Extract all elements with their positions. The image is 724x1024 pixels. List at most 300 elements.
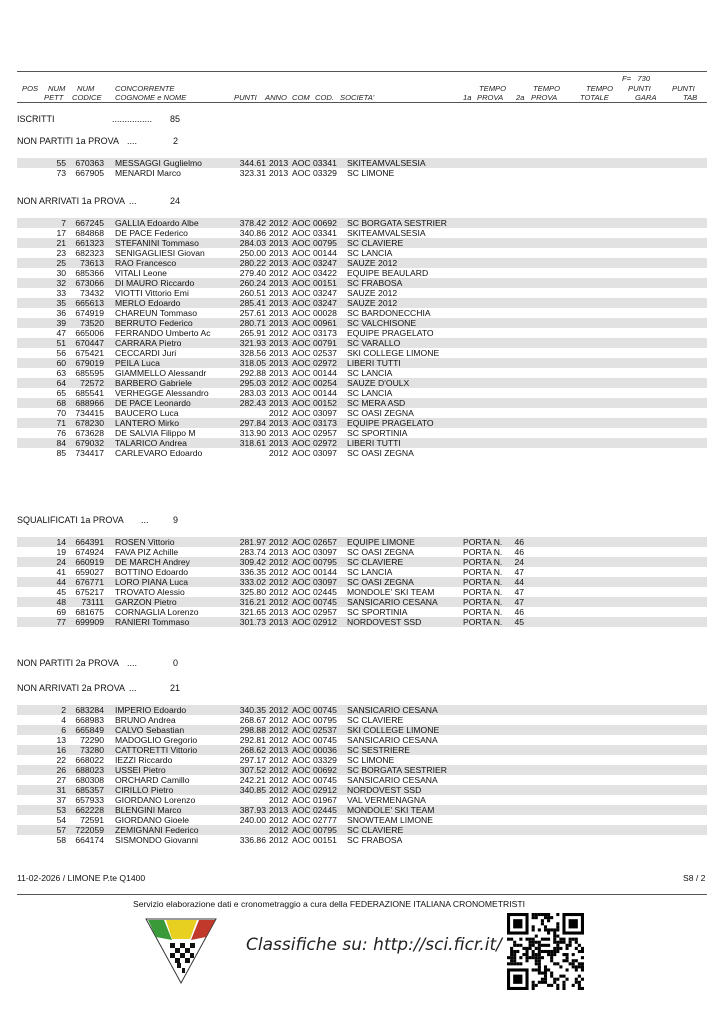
dsq-note: PORTA N.: [463, 587, 503, 597]
club-name: SKITEAMVALSESIA: [347, 228, 426, 238]
competitor-name: LANTERO Mirko: [115, 418, 179, 428]
committee: AOC: [292, 745, 311, 755]
fisi-code: 685595: [75, 368, 104, 378]
competitor-name: CARLEVARO Edoardo: [115, 448, 203, 458]
bib-number: 58: [56, 835, 66, 845]
birth-year: 2013: [269, 278, 289, 288]
club-name: EQUIPE LIMONE: [347, 537, 415, 547]
col-tempo2-prova: PROVA: [531, 93, 558, 102]
committee: AOC: [292, 567, 311, 577]
club-code: 00692: [313, 218, 337, 228]
points: 242.21: [239, 775, 266, 785]
committee: AOC: [292, 537, 311, 547]
birth-year: 2013: [269, 358, 289, 368]
committee: AOC: [292, 278, 311, 288]
committee: AOC: [292, 577, 311, 587]
committee: AOC: [292, 805, 311, 815]
committee: AOC: [292, 825, 311, 835]
bib-number: 64: [56, 378, 66, 388]
table-row[interactable]: [0, 418, 724, 428]
committee: AOC: [292, 438, 311, 448]
section-heading: [17, 658, 179, 668]
birth-year: 2012: [269, 775, 289, 785]
footer-date-place: 11-02-2026 / LIMONE P.te Q1400: [17, 873, 146, 883]
birth-year: 2013: [269, 238, 289, 248]
committee: AOC: [292, 328, 311, 338]
table-row[interactable]: [0, 745, 724, 755]
points: 240.00: [239, 815, 266, 825]
table-row[interactable]: [0, 715, 724, 725]
points: 268.67: [239, 715, 266, 725]
fisi-code: 679032: [75, 438, 104, 448]
competitor-name: BERRUTO Federico: [115, 318, 193, 328]
section-dots: ....: [127, 136, 138, 146]
points: 260.24: [239, 278, 266, 288]
birth-year: 2012: [269, 567, 289, 577]
table-row[interactable]: [0, 358, 724, 368]
table-row[interactable]: [0, 795, 724, 805]
club-code: 00152: [313, 398, 337, 408]
committee: AOC: [292, 248, 311, 258]
points: 292.81: [239, 735, 266, 745]
club-code: 02537: [313, 725, 337, 735]
birth-year: 2013: [269, 547, 289, 557]
birth-year: 2012: [269, 735, 289, 745]
points: 387.93: [239, 805, 266, 815]
birth-year: 2012: [269, 725, 289, 735]
club-name: SC BORGATA SESTRIER: [347, 765, 447, 775]
bib-number: 23: [56, 248, 66, 258]
birth-year: 2012: [269, 705, 289, 715]
col-num-pett-2: PETT: [44, 93, 64, 102]
points: 378.42: [239, 218, 266, 228]
birth-year: 2013: [269, 398, 289, 408]
points: 280.22: [239, 258, 266, 268]
club-name: SC LIMONE: [347, 168, 395, 178]
table-row[interactable]: [0, 328, 724, 338]
birth-year: 2012: [269, 537, 289, 547]
dsq-note: PORTA N.: [463, 617, 503, 627]
table-row[interactable]: [0, 448, 724, 458]
club-name: SC BARDONECCHIA: [347, 308, 431, 318]
committee: AOC: [292, 388, 311, 398]
col-num-codice: NUM: [77, 84, 95, 93]
section-label: NON PARTITI 2a PROVA: [17, 658, 120, 668]
competitor-name: RAO Francesco: [115, 258, 177, 268]
committee: AOC: [292, 158, 311, 168]
club-code: 03341: [313, 158, 337, 168]
table-row[interactable]: [0, 775, 724, 785]
table-row[interactable]: [0, 238, 724, 248]
bib-number: 4: [61, 715, 66, 725]
iscritti-dots: ................: [112, 114, 153, 124]
bib-number: 51: [56, 338, 66, 348]
competitor-name: IEZZI Riccardo: [115, 755, 173, 765]
birth-year: 2013: [269, 368, 289, 378]
club-name: SC CLAVIERE: [347, 825, 404, 835]
club-name: SAUZE 2012: [347, 298, 398, 308]
bib-number: 65: [56, 388, 66, 398]
fisi-code: 667905: [75, 168, 104, 178]
table-row[interactable]: [0, 248, 724, 258]
club-code: 03097: [313, 448, 337, 458]
points: 297.17: [239, 755, 266, 765]
table-row[interactable]: [0, 338, 724, 348]
bib-number: 24: [56, 557, 66, 567]
club-code: 03097: [313, 408, 337, 418]
club-code: 03247: [313, 288, 337, 298]
col-tempo1-a: 1a: [463, 93, 472, 102]
points: 323.31: [239, 168, 266, 178]
club-name: SC SPORTINIA: [347, 607, 408, 617]
birth-year: 2012: [269, 715, 289, 725]
gate-number: 46: [514, 607, 524, 617]
club-name: SAUZE 2012: [347, 258, 398, 268]
fisi-code: 670363: [75, 158, 104, 168]
birth-year: 2013: [269, 338, 289, 348]
club-name: SC LIMONE: [347, 755, 395, 765]
committee: AOC: [292, 168, 311, 178]
birth-year: 2012: [269, 825, 289, 835]
table-row[interactable]: [0, 168, 724, 178]
club-code: 03097: [313, 577, 337, 587]
footer-page: S8 / 2: [683, 873, 706, 883]
table-row[interactable]: [0, 825, 724, 835]
committee: AOC: [292, 288, 311, 298]
iscritti-label: ISCRITTI: [17, 114, 55, 124]
table-row[interactable]: [0, 428, 724, 438]
competitor-name: FERRANDO Umberto Ac: [115, 328, 211, 338]
points: 283.03: [239, 388, 266, 398]
table-row[interactable]: [0, 835, 724, 845]
footer-rule: [17, 894, 707, 895]
table-row[interactable]: [0, 378, 724, 388]
club-name: SC VARALLO: [347, 338, 401, 348]
gate-number: 46: [514, 547, 524, 557]
points: 336.35: [239, 567, 266, 577]
col-cognome-nome: COGNOME e NOME: [115, 93, 187, 102]
points: 321.93: [239, 338, 266, 348]
club-code: 00795: [313, 238, 337, 248]
table-row[interactable]: [0, 587, 724, 597]
club-name: SKI COLLEGE LIMONE: [347, 348, 440, 358]
club-code: 00151: [313, 835, 337, 845]
bib-number: 77: [56, 617, 66, 627]
club-name: LIBERI TUTTI: [347, 358, 401, 368]
points: 257.61: [239, 308, 266, 318]
table-row[interactable]: [0, 725, 724, 735]
competitor-name: DI MAURO Riccardo: [115, 278, 195, 288]
competitor-name: SISMONDO Giovanni: [115, 835, 199, 845]
table-row[interactable]: [0, 298, 724, 308]
table-row[interactable]: [0, 755, 724, 765]
club-name: SANSICARIO CESANA: [347, 735, 438, 745]
bib-number: 63: [56, 368, 66, 378]
section-count: 21: [170, 683, 181, 693]
birth-year: 2012: [269, 815, 289, 825]
club-name: SKITEAMVALSESIA: [347, 158, 426, 168]
fisi-code: 683284: [75, 705, 104, 715]
fisi-code: 685366: [75, 268, 104, 278]
club-code: 02912: [313, 785, 337, 795]
table-row[interactable]: [0, 268, 724, 278]
club-name: SC OASI ZEGNA: [347, 577, 414, 587]
bib-number: 68: [56, 398, 66, 408]
points: 280.71: [239, 318, 266, 328]
table-row[interactable]: [0, 547, 724, 557]
bib-number: 36: [56, 308, 66, 318]
fisi-code: 684868: [75, 228, 104, 238]
club-name: SC VALCHISONE: [347, 318, 417, 328]
col-concorrente: CONCORRENTE: [115, 84, 175, 93]
bib-number: 48: [56, 597, 66, 607]
points: 313.90: [239, 428, 266, 438]
fisi-code: 685357: [75, 785, 104, 795]
points: 268.62: [239, 745, 266, 755]
table-row[interactable]: [0, 597, 724, 607]
bib-number: 19: [56, 547, 66, 557]
table-row[interactable]: [0, 288, 724, 298]
birth-year: 2013: [269, 348, 289, 358]
club-code: 02957: [313, 428, 337, 438]
section-dots: ...: [141, 515, 149, 525]
bib-number: 35: [56, 298, 66, 308]
birth-year: 2013: [269, 168, 289, 178]
club-name: SANSICARIO CESANA: [347, 597, 438, 607]
table-row[interactable]: [0, 765, 724, 775]
table-row[interactable]: [0, 368, 724, 378]
club-code: 00745: [313, 735, 337, 745]
points: 340.86: [239, 228, 266, 238]
committee: AOC: [292, 318, 311, 328]
table-row[interactable]: [0, 218, 724, 228]
birth-year: 2012: [269, 597, 289, 607]
table-row[interactable]: [0, 607, 724, 617]
committee: AOC: [292, 735, 311, 745]
competitor-name: GIORDANO Gioele: [115, 815, 190, 825]
club-code: 00795: [313, 825, 337, 835]
col-num-codice-2: CODICE: [72, 93, 102, 102]
fisi-code: 734417: [75, 448, 104, 458]
committee: AOC: [292, 785, 311, 795]
birth-year: 2012: [269, 755, 289, 765]
bib-number: 30: [56, 268, 66, 278]
header-rule: [17, 102, 707, 103]
club-name: SKI COLLEGE LIMONE: [347, 725, 440, 735]
club-code: 00692: [313, 765, 337, 775]
table-row[interactable]: [0, 577, 724, 587]
competitor-name: STEFANINI Tommaso: [115, 238, 199, 248]
table-row[interactable]: [0, 705, 724, 715]
committee: AOC: [292, 298, 311, 308]
committee: AOC: [292, 428, 311, 438]
club-code: 02972: [313, 438, 337, 448]
committee: AOC: [292, 268, 311, 278]
club-code: 03329: [313, 755, 337, 765]
competitor-name: PEILA Luca: [115, 358, 160, 368]
committee: AOC: [292, 238, 311, 248]
club-name: SANSICARIO CESANA: [347, 775, 438, 785]
competitor-name: CIRILLO Pietro: [115, 785, 174, 795]
points: 295.03: [239, 378, 266, 388]
club-code: 00745: [313, 705, 337, 715]
points: 282.43: [239, 398, 266, 408]
fisi-code: 676771: [75, 577, 104, 587]
club-name: SC CLAVIERE: [347, 715, 404, 725]
club-code: 00144: [313, 567, 337, 577]
birth-year: 2013: [269, 805, 289, 815]
section-label: NON PARTITI 1a PROVA: [17, 136, 120, 146]
table-row[interactable]: [0, 735, 724, 745]
table-row[interactable]: [0, 805, 724, 815]
section-count: 24: [170, 196, 181, 206]
top-rule: [17, 71, 707, 72]
section-heading: [17, 196, 181, 206]
fisi-code: 734415: [75, 408, 104, 418]
table-row[interactable]: [0, 318, 724, 328]
qr-code-icon[interactable]: [507, 913, 584, 990]
table-row[interactable]: [0, 348, 724, 358]
birth-year: 2012: [269, 448, 289, 458]
gate-number: 47: [514, 587, 524, 597]
competitor-name: CALVO Sebastian: [115, 725, 185, 735]
table-row[interactable]: [0, 408, 724, 418]
birth-year: 2012: [269, 228, 289, 238]
points: 283.74: [239, 547, 266, 557]
fisi-code: 688023: [75, 765, 104, 775]
competitor-name: ORCHARD Camillo: [115, 775, 190, 785]
bib-number: 21: [56, 238, 66, 248]
club-name: EQUIPE BEAULARD: [347, 268, 429, 278]
gate-number: 44: [514, 577, 524, 587]
club-code: 03422: [313, 268, 337, 278]
section-heading: [17, 515, 179, 525]
col-cod: COD.: [315, 93, 334, 102]
points: 260.51: [239, 288, 266, 298]
club-code: 01967: [313, 795, 337, 805]
club-name: SC LANCIA: [347, 567, 393, 577]
fisi-code: 679019: [75, 358, 104, 368]
club-name: SC FRABOSA: [347, 835, 403, 845]
points: 340.35: [239, 705, 266, 715]
competitor-name: BOTTINO Edoardo: [115, 567, 189, 577]
section-dots: ...: [129, 683, 137, 693]
table-row[interactable]: [0, 567, 724, 577]
bib-number: 17: [56, 228, 66, 238]
points: 265.91: [239, 328, 266, 338]
fisi-code: 722059: [75, 825, 104, 835]
club-name: SC OASI ZEGNA: [347, 547, 414, 557]
bib-number: 37: [56, 795, 66, 805]
points: 340.85: [239, 785, 266, 795]
club-name: SC SESTRIERE: [347, 745, 411, 755]
fisi-code: 73432: [80, 288, 104, 298]
bib-number: 39: [56, 318, 66, 328]
table-row[interactable]: [0, 278, 724, 288]
points: 297.84: [239, 418, 266, 428]
competitor-name: ZEMIGNANI Federico: [115, 825, 199, 835]
club-code: 00151: [313, 278, 337, 288]
table-row[interactable]: [0, 557, 724, 567]
club-name: EQUIPE PRAGELATO: [347, 328, 434, 338]
classifiche-link[interactable]: Classifiche su: http://sci.ficr.it/: [246, 935, 502, 955]
points: 292.88: [239, 368, 266, 378]
fisi-code: 667245: [75, 218, 104, 228]
committee: AOC: [292, 308, 311, 318]
competitor-name: IMPERIO Edoardo: [115, 705, 187, 715]
club-code: 03329: [313, 168, 337, 178]
dsq-note: PORTA N.: [463, 597, 503, 607]
competitor-name: DE PACE Federico: [115, 228, 188, 238]
fisi-code: 682323: [75, 248, 104, 258]
fisi-code: 73111: [81, 597, 104, 607]
birth-year: 2012: [269, 328, 289, 338]
bib-number: 47: [56, 328, 66, 338]
section-count: 2: [173, 136, 179, 146]
fisi-code: 665006: [75, 328, 104, 338]
club-code: 00745: [313, 775, 337, 785]
competitor-name: DE SALVIA Filippo M: [115, 428, 196, 438]
fisi-code: 664174: [75, 835, 104, 845]
club-code: 03341: [313, 228, 337, 238]
bib-number: 45: [56, 587, 66, 597]
table-row[interactable]: [0, 308, 724, 318]
table-row[interactable]: [0, 617, 724, 627]
table-row[interactable]: [0, 228, 724, 238]
table-row[interactable]: [0, 438, 724, 448]
club-code: 00144: [313, 248, 337, 258]
fisi-code: 685541: [75, 388, 104, 398]
club-code: 00795: [313, 557, 337, 567]
table-row[interactable]: [0, 815, 724, 825]
committee: AOC: [292, 715, 311, 725]
fisi-code: 699909: [75, 617, 104, 627]
table-row[interactable]: [0, 258, 724, 268]
birth-year: 2013: [269, 158, 289, 168]
competitor-name: CECCARDI Juri: [115, 348, 177, 358]
section-label: SQUALIFICATI 1a PROVA: [17, 515, 124, 525]
bib-number: 7: [61, 218, 66, 228]
birth-year: 2013: [269, 288, 289, 298]
bib-number: 2: [61, 705, 66, 715]
committee: AOC: [292, 597, 311, 607]
club-code: 00036: [313, 745, 337, 755]
table-row[interactable]: [0, 785, 724, 795]
bib-number: 56: [56, 348, 66, 358]
committee: AOC: [292, 557, 311, 567]
points: 328.56: [239, 348, 266, 358]
birth-year: 2012: [269, 765, 289, 775]
birth-year: 2012: [269, 835, 289, 845]
competitor-name: CORNAGLIA Lorenzo: [115, 607, 199, 617]
fisi-code: 688966: [75, 398, 104, 408]
fisi-code: 674924: [75, 547, 104, 557]
committee: AOC: [292, 348, 311, 358]
fisi-code: 660919: [75, 557, 104, 567]
committee: AOC: [292, 755, 311, 765]
fisi-code: 673066: [75, 278, 104, 288]
section-count: 9: [173, 515, 179, 525]
table-row[interactable]: [0, 158, 724, 168]
dsq-note: PORTA N.: [463, 567, 503, 577]
bib-number: 73: [56, 168, 66, 178]
bib-number: 33: [56, 288, 66, 298]
table-row[interactable]: [0, 398, 724, 408]
committee: AOC: [292, 775, 311, 785]
dsq-note: PORTA N.: [463, 557, 503, 567]
table-row[interactable]: [0, 388, 724, 398]
table-row[interactable]: [0, 537, 724, 547]
